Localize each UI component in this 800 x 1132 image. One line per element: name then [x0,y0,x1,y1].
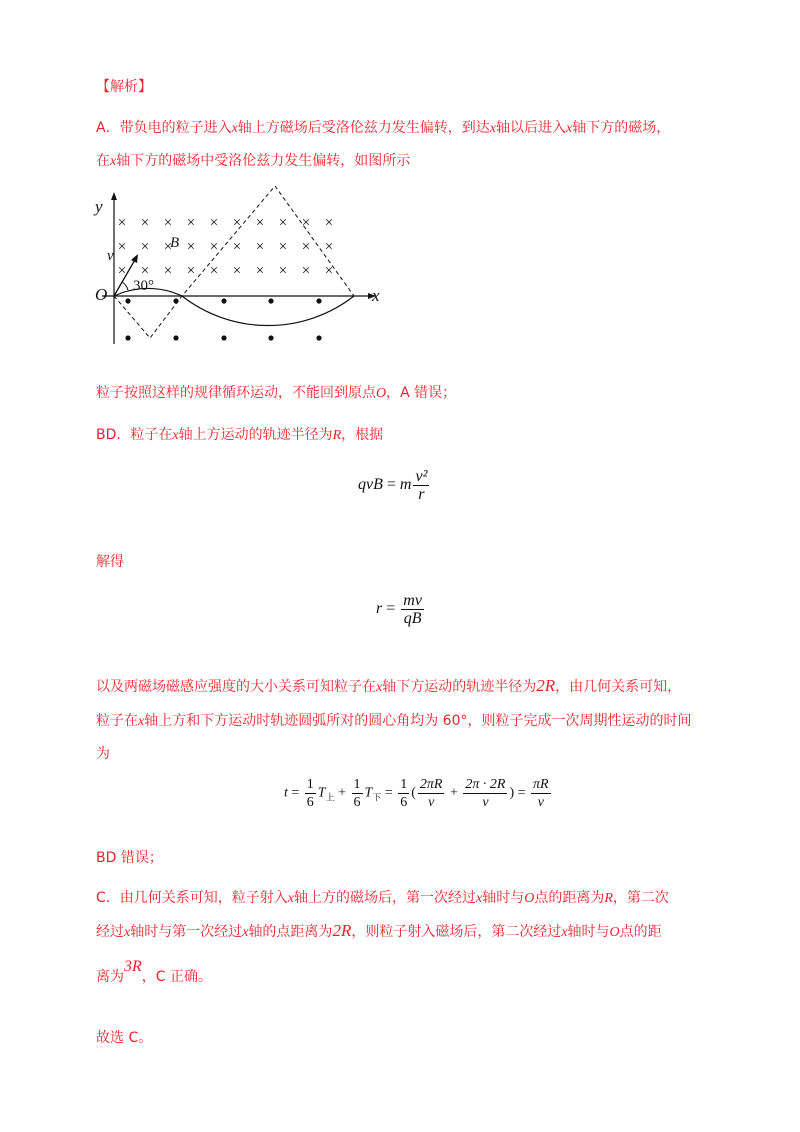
cross-marker: × [301,263,311,279]
text: 点的距离为 [534,890,605,906]
origin-label: O [95,285,108,304]
math-var: x [124,925,131,940]
cross-marker: × [278,263,288,279]
text: 在 [96,153,110,169]
numerator: mv [403,592,422,609]
math-var: 2R [536,676,556,695]
angle-arc [122,282,128,290]
math-var: x [172,428,179,443]
math-var: x [476,891,483,906]
cross-markers [118,215,333,279]
plus-sign: + [338,785,347,801]
math-var: R [332,428,342,443]
dot-marker [268,298,273,303]
subscript: 上 [325,792,335,803]
period-lower: T [364,785,373,801]
text: 轴时与第一次经过 [130,924,243,940]
cross-marker: × [278,215,288,231]
para-ratio-line-1 [96,676,681,696]
cross-marker: × [209,263,219,279]
text: ，则粒子射入磁场后，第二次经过 [351,924,562,940]
numerator: 2πR [419,777,443,792]
fraction [418,776,445,811]
cross-marker: × [324,263,334,279]
cross-marker: × [209,239,219,255]
dot-marker [125,335,130,340]
cross-marker: × [232,215,242,231]
text: 粒子按照这样的规律循环运动，不能回到原点 [96,385,376,401]
math-var: x [110,154,117,169]
text: 轴上方和下方运动时轨迹圆弧所对的圆心角均为 60°，则粒子完成一次周期性运动的时间 [144,713,692,729]
para-c-line-3 [96,958,213,986]
fraction [305,776,316,811]
math-var: O [524,891,535,906]
math-var: O [609,925,620,940]
x-axis-label: x [372,286,380,305]
text: ，根据 [341,427,384,443]
subscript: 下 [372,792,382,803]
text: C．由几何关系可知，粒子射入 [96,890,288,906]
text: ，C 正确。 [141,969,213,985]
text: 轴上方运动的轨迹半径为 [178,427,333,443]
fraction [398,776,409,811]
text: BD．粒子在 [96,427,173,443]
plus-sign: + [449,785,458,801]
text: 轴下方的磁场， [572,120,671,136]
fraction [401,592,424,627]
math-var: x [566,121,573,136]
dot-marker [316,298,321,303]
equation-radius [376,592,426,627]
fraction [463,776,507,811]
denominator: v [428,795,435,810]
math-var: x [376,680,383,695]
text: 离为 [96,969,124,985]
denominator: r [418,486,425,503]
math-var: O [376,386,387,401]
fraction [352,776,363,811]
math-var: 2R [332,921,352,940]
eq-t: t [284,785,288,801]
eq-lhs: r [376,600,383,618]
cross-marker: × [117,263,127,279]
eq-sign: = [384,785,393,801]
text: ，由几何关系可知， [555,679,682,695]
cross-marker: × [232,263,242,279]
angle-label: 30° [133,278,154,294]
cross-marker: × [301,239,311,255]
math-var: x [489,121,497,136]
para-c-line-1 [96,887,669,907]
cross-marker: × [324,239,334,255]
cross-marker: × [186,263,196,279]
para-a-line-1 [96,117,670,137]
eq-mass: m [399,476,412,494]
velocity-arrowhead [131,254,138,263]
denominator: 6 [353,795,361,810]
text: A．带负电的粒子进入 [96,120,232,136]
math-var: 3R [124,958,142,975]
cross-marker: × [163,239,173,255]
dot-marker [316,335,321,340]
eq-lhs: qvB [358,476,383,494]
math-var: x [138,714,145,729]
cross-marker: × [140,263,150,279]
b-field-label: B [170,235,180,251]
cross-marker: × [324,215,334,231]
solve-label: 解得 [96,554,124,570]
text: 轴时与 [482,890,525,906]
cross-marker: × [232,239,242,255]
numerator: 1 [306,777,314,792]
cross-marker: × [140,239,150,255]
cross-marker: × [186,239,196,255]
lower-arc-trajectory [182,296,354,326]
cross-marker: × [255,215,265,231]
text: 点的距 [619,924,662,940]
eq-sign: = [386,600,396,618]
cross-marker: × [163,215,173,231]
numerator: v² [415,468,428,485]
math-var: x [561,925,568,940]
math-var: x [242,925,249,940]
dot-marker [221,335,226,340]
dot-marker [173,335,178,340]
conclusion: 故选 C。 [96,1030,153,1046]
para-bd [96,424,383,444]
dashed-construction [114,186,354,338]
text: ，第二次 [612,890,669,906]
math-var: x [287,891,294,906]
denominator: 6 [400,795,408,810]
text: 轴的点距离为 [248,924,333,940]
eq-sign: = [291,785,300,801]
cross-marker: × [186,215,196,231]
text: 轴以后进入 [496,120,567,136]
dot-marker [221,298,226,303]
cross-marker: × [209,215,219,231]
cross-marker: × [117,215,127,231]
denominator: v [482,795,489,810]
math-var: R [604,891,613,906]
numerator: 1 [400,777,408,792]
cross-marker: × [140,215,150,231]
text: 轴下方运动的轨迹半径为 [382,679,537,695]
paren-close: ) [509,785,515,801]
text: ，A 错误； [386,385,457,401]
numerator: 1 [353,777,361,792]
period-upper: T [317,785,326,801]
magnetic-field-figure [92,186,392,356]
text: 轴时与 [567,924,610,940]
cross-marker: × [163,263,173,279]
eq-sign: = [386,476,396,494]
y-axis-arrow [111,192,117,200]
equation-lorentz-force [358,468,431,503]
numerator: πR [533,777,549,792]
denominator: qB [403,610,422,627]
text: 经过 [96,924,124,940]
text: 轴上方磁场后受洛伦兹力发生偏转，到达 [237,120,490,136]
numerator: 2π · 2R [465,777,506,792]
math-var: x [231,121,238,136]
dot-marker [268,335,273,340]
cross-marker: × [255,239,265,255]
velocity-label: v [107,248,114,264]
cross-marker: × [117,239,127,255]
para-a-line-2 [96,150,410,170]
text: 轴上方的磁场后，第一次经过 [294,890,476,906]
y-axis-label: y [95,197,103,216]
dot-marker [125,298,130,303]
paren-open: ( [411,785,416,801]
fraction [413,468,429,503]
text: 粒子在 [96,713,138,729]
dot-markers [125,298,321,340]
para-c-line-2 [96,921,662,941]
cross-marker: × [255,263,265,279]
fraction [531,776,551,811]
solution-heading: 【解析】 [96,79,152,95]
bd-verdict: BD 错误； [96,850,163,866]
para-after-figure [96,382,456,402]
equation-period-time [284,776,553,811]
cross-marker: × [301,215,311,231]
text: 轴下方的磁场中受洛伦兹力发生偏转，如图所示 [116,153,411,169]
cross-marker: × [278,239,288,255]
para-ratio-line-3: 为 [96,746,110,762]
denominator: 6 [306,795,314,810]
denominator: v [537,795,544,810]
text: 以及两磁场磁感应强度的大小关系可知粒子在 [96,679,376,695]
eq-sign: = [517,785,526,801]
para-ratio-line-2 [96,710,691,730]
